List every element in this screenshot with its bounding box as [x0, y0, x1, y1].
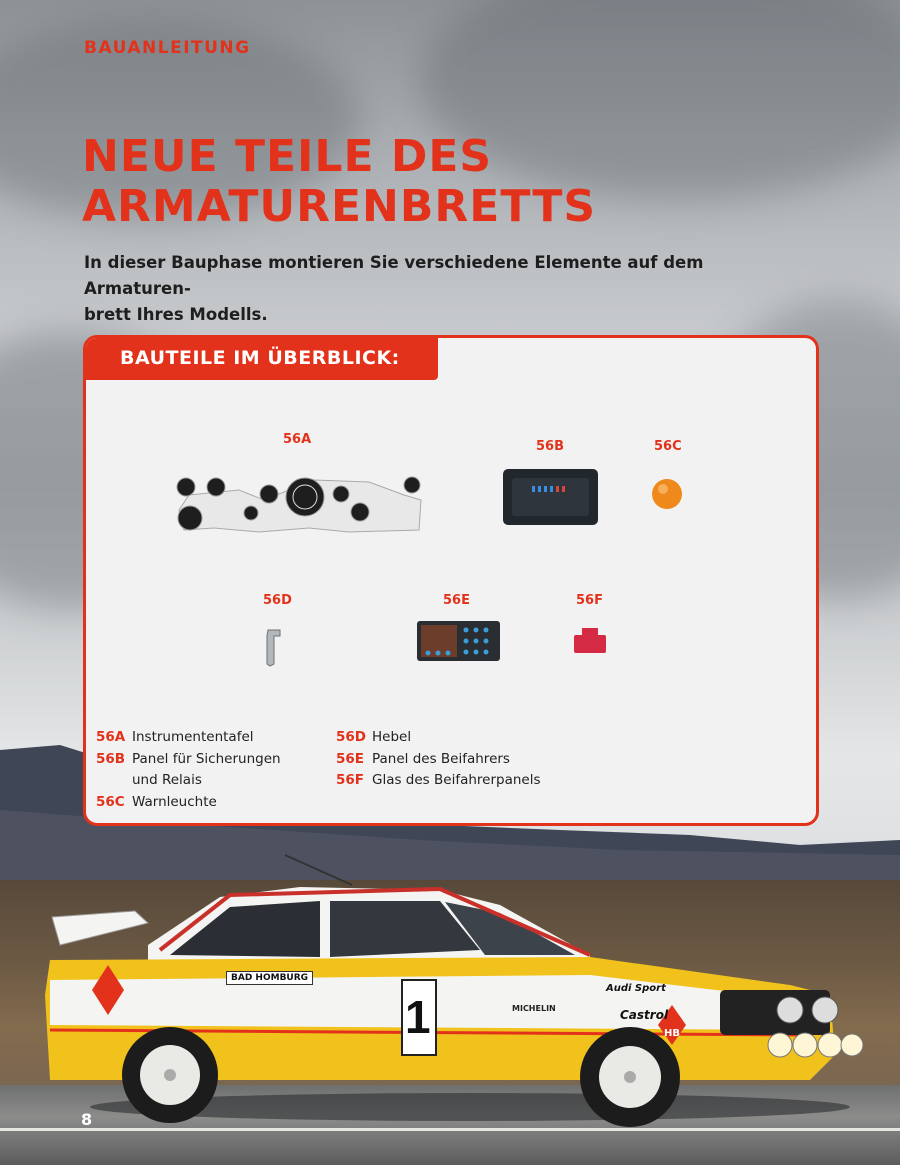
part-code-56c: 56C: [654, 439, 682, 454]
legend-item: [336, 751, 541, 773]
page-number: 8: [81, 1110, 93, 1129]
legend-item: [96, 794, 281, 816]
legend-label: Instrumententafel: [132, 729, 254, 745]
sticker-hb: HB: [664, 1028, 680, 1039]
intro-line2: brett Ihres Modells.: [84, 305, 268, 324]
legend-label: Panel des Beifahrers: [372, 750, 510, 767]
part-code-56b: 56B: [536, 439, 564, 454]
sticker-bad-homburg: BAD HOMBURG: [226, 971, 313, 985]
instrument-panel-image: [169, 470, 424, 540]
parts-overview-heading: BAUTEILE IM ÜBERBLICK:: [120, 347, 400, 369]
lever-image: [262, 628, 286, 670]
legend-code: 56A: [96, 729, 126, 745]
sticker-michelin: MICHELIN: [512, 1004, 556, 1013]
legend-label: Glas des Beifahrerpanels: [372, 772, 541, 788]
parts-overview-header: [86, 338, 438, 380]
part-code-56e: 56E: [443, 593, 470, 608]
legend-item: [96, 729, 281, 751]
legend-item: [96, 751, 281, 773]
page-title-line1: NEUE TEILE DES: [82, 131, 493, 182]
legend-label: und Relais: [132, 772, 202, 788]
parts-legend-left: [96, 729, 281, 815]
sticker-castrol: Castrol: [620, 1008, 669, 1022]
codriver-glass-image: [572, 626, 608, 656]
legend-code: 56C: [96, 793, 125, 810]
section-label: BAUANLEITUNG: [84, 38, 251, 58]
part-code-56d: 56D: [263, 593, 292, 608]
legend-label: Warnleuchte: [132, 793, 217, 810]
parts-overview-box: [83, 335, 819, 826]
legend-label: Panel für Sicherungen: [132, 750, 281, 767]
sticker-audi-sport: Audi Sport: [606, 983, 666, 994]
fuse-panel-image: [502, 468, 599, 526]
page-title-line2: ARMATURENBRETTS: [82, 181, 597, 232]
legend-code: 56F: [336, 772, 365, 788]
intro-text: [84, 250, 804, 328]
legend-item-continuation: [96, 772, 281, 794]
legend-label: Hebel: [372, 729, 412, 745]
part-code-56f: 56F: [576, 593, 603, 608]
legend-code: 56E: [336, 750, 365, 767]
legend-code: 56D: [336, 729, 366, 745]
part-code-56a: 56A: [283, 432, 312, 447]
legend-item: [336, 772, 541, 794]
parts-legend-right: [336, 729, 541, 794]
rally-car-illustration: [30, 845, 870, 1135]
warning-lamp-image: [650, 477, 684, 511]
legend-code: 56B: [96, 750, 126, 767]
intro-line1: In dieser Bauphase montieren Sie verschiedene Elemente auf dem Armaturen-: [84, 253, 704, 298]
codriver-panel-image: [416, 620, 501, 662]
page-title: [82, 132, 802, 232]
car-number: 1: [405, 991, 431, 1043]
legend-item: [336, 729, 541, 751]
